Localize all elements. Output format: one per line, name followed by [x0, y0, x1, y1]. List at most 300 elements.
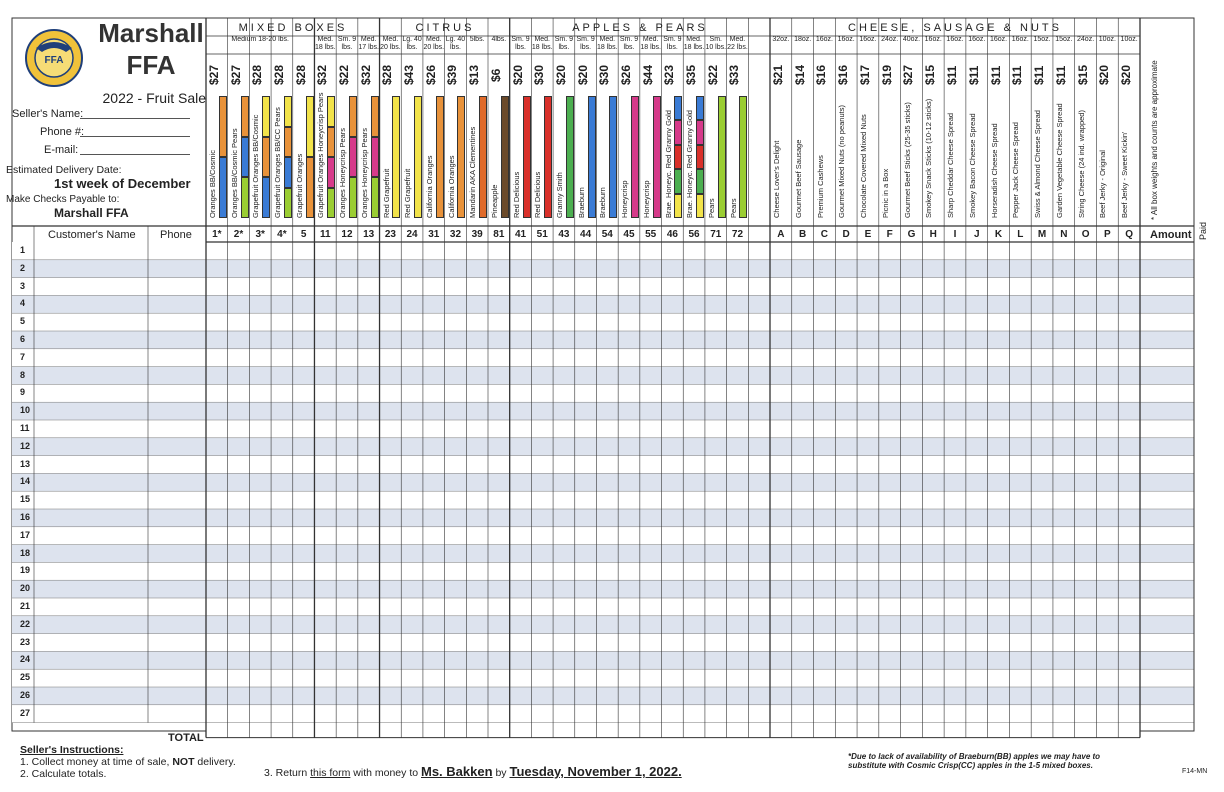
content-bar: [501, 96, 509, 218]
size-label: Med. 20 lbs.: [423, 36, 445, 51]
product-name: Grapefruit Oranges BB/CC Pears: [273, 107, 283, 218]
table-row[interactable]: [12, 545, 1194, 563]
product-name: Oranges Honeycrisp Pears: [359, 127, 369, 218]
content-bar: [457, 96, 465, 218]
size-label: 24oz.: [881, 36, 899, 43]
product-name: Red Grapefruit: [403, 168, 413, 218]
price-label: $26: [619, 64, 633, 86]
product-name: Oranges BB/Cosmic Pears: [229, 128, 239, 218]
row-number: 23: [20, 636, 31, 647]
table-row[interactable]: [12, 260, 1194, 278]
product-name: Brae. Honeyc. Red Granny Gold: [685, 110, 695, 218]
total-row[interactable]: [206, 723, 1140, 738]
table-row[interactable]: [12, 349, 1194, 367]
delivery-value: 1st week of December: [54, 176, 191, 191]
size-label: 32oz.: [772, 36, 790, 43]
row-number: 7: [20, 351, 26, 362]
content-bar: [371, 96, 379, 137]
size-label: 16oz.: [837, 36, 855, 43]
content-bar: [739, 96, 747, 218]
product-name: Pineapple: [490, 184, 499, 218]
size-label: Med. 18 lbs.: [640, 36, 661, 51]
table-row[interactable]: [12, 687, 1194, 705]
product-code: N: [1060, 229, 1068, 240]
row-number: 22: [20, 618, 31, 629]
product-name: Oranges BB/Cosmic: [208, 150, 217, 218]
price-label: $28: [271, 64, 286, 86]
price-label: $27: [228, 64, 243, 86]
size-label: Med. 18 lbs.: [596, 36, 618, 51]
price-label: $15: [1075, 64, 1090, 86]
product-name: Beef Jerky - Sweet Kickin': [1120, 131, 1130, 218]
size-label: 24oz.: [1077, 36, 1095, 43]
size-label: 10oz.: [1098, 36, 1116, 43]
content-bar: [718, 96, 726, 218]
content-bar: [349, 177, 357, 218]
table-row[interactable]: [12, 278, 1194, 296]
table-row[interactable]: [12, 473, 1194, 491]
product-code: D: [842, 229, 850, 240]
size-label: Sm. 9 lbs.: [511, 36, 530, 51]
product-name: Brae. Honeyc. Red Granny Gold: [663, 110, 673, 218]
content-bar: [392, 96, 400, 218]
content-bar: [349, 96, 357, 137]
row-number: 8: [20, 369, 26, 380]
size-label: 16oz.: [815, 36, 833, 43]
price-label: $11: [945, 65, 959, 85]
content-bar: [219, 96, 227, 157]
product-code: I: [953, 229, 957, 240]
product-name: String Cheese (24 ind. wrapped): [1076, 110, 1086, 218]
price-label: $11: [1053, 65, 1068, 85]
table-row[interactable]: [12, 438, 1194, 456]
content-bar: [414, 96, 422, 218]
product-name: Red Grapefruit: [381, 168, 391, 218]
product-name: Grapefruit Oranges BB/Cosmic: [251, 114, 261, 218]
group-header: APPLES & PEARS: [572, 22, 708, 34]
price-label: $20: [575, 64, 590, 86]
price-label: $20: [1097, 64, 1112, 86]
product-code: 81: [493, 229, 505, 240]
content-bar: [371, 137, 379, 178]
content-bar: [674, 120, 682, 144]
product-code: 13: [363, 229, 375, 240]
price-label: $30: [597, 64, 612, 86]
row-number: 24: [20, 654, 31, 665]
size-label: Med. 20 lbs.: [380, 36, 401, 51]
size-label: Med. 18 lbs.: [314, 36, 336, 51]
size-label: Sm. 9 lbs.: [576, 36, 595, 51]
price-label: $28: [250, 64, 265, 86]
product-code: 56: [688, 229, 700, 240]
content-bar: [696, 96, 704, 120]
price-label: $26: [423, 64, 438, 86]
table-row[interactable]: [12, 651, 1194, 669]
table-row[interactable]: [12, 580, 1194, 598]
price-label: $20: [553, 64, 568, 86]
product-code: M: [1037, 229, 1047, 240]
price-label: $14: [792, 64, 807, 86]
content-bar: [284, 127, 292, 158]
product-code: Q: [1125, 229, 1133, 240]
row-number: 16: [20, 512, 31, 522]
product-name: Red Delicious: [533, 171, 543, 218]
size-label: Lg. 40 lbs.: [402, 36, 422, 51]
content-bar: [349, 137, 357, 178]
product-name: Pears: [706, 198, 716, 218]
table-row[interactable]: [12, 295, 1194, 313]
table-row[interactable]: [12, 491, 1194, 509]
product-name: Pears: [728, 198, 738, 218]
content-bar: [631, 96, 639, 218]
content-bar: [262, 137, 270, 178]
row-number: 11: [20, 423, 30, 433]
product-code: H: [929, 229, 937, 240]
content-bar: [523, 96, 531, 218]
price-label: $23: [662, 64, 677, 86]
price-label: $17: [857, 64, 872, 86]
table-row[interactable]: [12, 634, 1194, 652]
product-name: Horseradish Cheese Spread: [989, 123, 999, 218]
row-number: 9: [20, 387, 26, 398]
table-row[interactable]: [12, 705, 1194, 723]
product-code: P: [1104, 229, 1111, 240]
size-label: 15oz.: [1033, 36, 1051, 43]
title-block: [6, 18, 206, 226]
price-label: $28: [293, 64, 308, 86]
content-bar: [588, 96, 596, 218]
product-code: 2*: [233, 229, 244, 240]
product-name: Mandarin AKA Clementines: [468, 126, 478, 218]
product-name: California Oranges: [424, 155, 434, 218]
content-bar: [436, 96, 444, 218]
seller-name-label: Seller's Name:: [12, 108, 84, 120]
price-label: $28: [380, 64, 395, 86]
product-name: Swiss & Almond Cheese Spread: [1033, 110, 1043, 218]
content-bar: [262, 96, 270, 137]
product-code: 43: [558, 229, 570, 240]
table-row[interactable]: [12, 367, 1194, 385]
product-name: Gourmet Beef Sticks (25-35 sticks): [902, 102, 912, 218]
product-name: Honeycrisp: [641, 180, 651, 218]
row-number: 25: [20, 672, 31, 683]
table-row[interactable]: [12, 420, 1194, 438]
product-name: Honeycrisp: [620, 180, 630, 218]
size-label: Sm. 9 lbs.: [337, 36, 357, 51]
group-header: MIXED BOXES: [238, 22, 348, 34]
product-code: 39: [471, 229, 483, 240]
content-bar: [284, 96, 292, 127]
product-code: 31: [428, 229, 440, 240]
price-label: $20: [1119, 64, 1134, 86]
price-label: $32: [315, 64, 330, 86]
table-row[interactable]: [12, 456, 1194, 474]
content-bar: [241, 96, 249, 137]
size-label: 16oz.: [946, 36, 964, 43]
email-field[interactable]: [80, 154, 190, 155]
price-label: $11: [1010, 65, 1025, 85]
price-label: $19: [879, 64, 894, 86]
product-code: 51: [536, 229, 548, 240]
product-code: G: [907, 229, 916, 240]
content-bar: [371, 177, 379, 218]
product-name: Braeburn: [576, 187, 586, 218]
product-name: Gourmet Beef Sausage: [793, 139, 803, 218]
price-label: $22: [705, 64, 720, 86]
price-label: $43: [402, 64, 417, 86]
group-header: CHEESE, SAUSAGE & NUTS: [848, 22, 1062, 34]
table-row[interactable]: [12, 384, 1194, 402]
payable-label: Make Checks Payable to:: [6, 194, 120, 205]
size-label: Med. 17 lbs.: [358, 36, 379, 51]
content-bar: [241, 177, 249, 218]
product-code: 24: [406, 229, 418, 240]
content-bar: [284, 188, 292, 219]
price-label: $11: [966, 65, 981, 85]
product-name: Smokey Snack Sticks (10-12 sticks): [924, 98, 934, 218]
product-name: California Oranges: [446, 155, 456, 218]
content-bar: [327, 188, 335, 219]
row-number: 2: [20, 262, 26, 273]
price-label: $13: [467, 64, 482, 86]
content-bar: [674, 194, 682, 218]
total-label: TOTAL: [168, 732, 204, 744]
product-code: C: [820, 229, 828, 240]
content-bar: [674, 169, 682, 193]
content-bar: [653, 96, 661, 218]
price-label: $33: [727, 64, 742, 86]
row-number: 17: [20, 529, 31, 540]
price-label: $6: [488, 68, 503, 82]
product-name: Red Delicious: [511, 171, 521, 218]
school-name: Marshall: [98, 18, 204, 48]
content-bar: [306, 96, 314, 157]
content-bar: [609, 96, 617, 218]
row-number: 21: [20, 601, 31, 611]
size-label: 40oz.: [902, 36, 921, 43]
content-bar: [327, 157, 335, 188]
size-label: 15oz.: [1055, 36, 1073, 43]
product-code: 55: [645, 229, 657, 240]
amount-header: Amount: [1150, 229, 1192, 241]
content-bar: [566, 96, 574, 218]
content-bar: [696, 120, 704, 144]
size-label: Sm. 9 lbs.: [663, 36, 682, 51]
content-bar: [241, 137, 249, 178]
row-number: 1: [20, 245, 26, 255]
product-name: Granny Smith: [555, 172, 565, 218]
product-name: Premium Cashews: [815, 155, 825, 218]
form-code: F14-MN: [1182, 768, 1208, 775]
delivery-label: Estimated Delivery Date:: [6, 164, 122, 176]
product-code: B: [799, 229, 807, 240]
product-code: O: [1081, 229, 1090, 240]
size-label: 16oz.: [968, 36, 986, 43]
sale-title: 2022 - Fruit Sale: [102, 90, 206, 106]
content-bar: [696, 169, 704, 193]
size-label: 18oz.: [794, 36, 812, 43]
product-name: Beef Jerky - Original: [1098, 150, 1108, 218]
content-bar: [479, 96, 487, 218]
price-label: $30: [532, 64, 547, 86]
product-code: 4*: [277, 229, 287, 240]
size-label: Sm. 9 lbs.: [554, 36, 574, 51]
svg-text:FFA: FFA: [44, 55, 64, 66]
row-number: 26: [20, 690, 31, 700]
product-name: Braeburn: [598, 187, 608, 218]
row-number: 18: [20, 547, 31, 558]
product-code: 23: [384, 229, 396, 240]
product-code: 71: [710, 229, 722, 240]
price-label: $21: [770, 64, 785, 86]
school-org: FFA: [126, 50, 176, 80]
product-name: Oranges Honeycrisp Pears: [338, 127, 348, 218]
price-label: $16: [814, 64, 829, 86]
content-bar: [327, 127, 335, 158]
product-name: Chocolate Covered Mixed Nuts: [859, 114, 869, 218]
table-row[interactable]: [12, 669, 1194, 687]
row-number: 4: [20, 298, 26, 309]
product-name: Cheese Lover's Delight: [772, 140, 781, 218]
content-bar: [327, 96, 335, 127]
product-code: 32: [449, 229, 462, 240]
table-row[interactable]: [12, 527, 1194, 545]
price-label: $35: [684, 64, 699, 86]
product-code: 46: [666, 229, 678, 240]
product-code: 1*: [212, 229, 222, 240]
product-name: Picnic in a Box: [880, 168, 890, 218]
price-label: $27: [206, 64, 221, 86]
row-number: 20: [20, 583, 31, 594]
size-label: 16oz.: [924, 36, 942, 43]
size-label: 4lbs.: [491, 36, 507, 43]
table-row[interactable]: [12, 598, 1194, 616]
content-bar: [219, 157, 227, 218]
table-row[interactable]: [12, 242, 1194, 260]
content-bar: [306, 157, 314, 218]
size-label: Medium 18-20 lbs.: [231, 36, 290, 43]
product-code: 54: [601, 229, 613, 240]
row-number: 3: [20, 280, 26, 291]
price-label: $27: [901, 64, 916, 86]
instructions-title: Seller's Instructions:: [20, 744, 124, 756]
size-label: Sm. 10 lbs.: [705, 36, 727, 51]
size-label: Med. 22 lbs.: [727, 36, 748, 51]
table-row[interactable]: [12, 562, 1194, 580]
product-name: Pepper Jack Cheese Spread: [1011, 122, 1021, 218]
size-label: Sm. 9 lbs.: [619, 36, 639, 51]
product-code: L: [1017, 229, 1024, 240]
table-row[interactable]: [12, 331, 1194, 349]
availability-note: *Due to lack of availability of Braeburn(BB) apples we may have to substitute with Cosmic Crisp(CC) apples in the 1-5 mixed boxes.: [848, 752, 1101, 770]
content-bar: [674, 145, 682, 169]
size-label: 5lbs.: [469, 36, 485, 43]
phone-field[interactable]: [80, 136, 190, 137]
product-name: Smokey Bacon Cheese Spread: [967, 113, 977, 218]
row-number: 5: [20, 316, 26, 327]
product-code: 5: [300, 229, 307, 240]
size-label: 16oz.: [1011, 36, 1029, 43]
price-label: $32: [358, 64, 373, 86]
price-label: $16: [836, 64, 851, 86]
row-number: 27: [20, 707, 31, 718]
product-code: 72: [731, 229, 744, 240]
price-label: $15: [923, 64, 938, 86]
content-bar: [544, 96, 552, 218]
product-code: 12: [341, 229, 353, 240]
price-label: $44: [640, 64, 655, 86]
phone-header: Phone: [160, 229, 192, 241]
approx-note: * All box weights and counts are approximate: [1150, 60, 1159, 220]
product-code: A: [777, 229, 785, 240]
row-number: 14: [20, 476, 31, 487]
table-row[interactable]: [12, 616, 1194, 634]
size-label: 10oz.: [1120, 36, 1138, 43]
row-number: 12: [20, 440, 31, 451]
row-number: 6: [20, 334, 26, 344]
product-code: F: [886, 229, 893, 240]
row-number: 19: [20, 565, 31, 576]
row-number: 13: [20, 458, 31, 469]
phone-label: Phone #:: [40, 126, 85, 138]
paid-header: Paid: [1198, 221, 1208, 240]
price-label: $20: [510, 64, 525, 86]
instruction-step-1: 1. Collect money at time of sale, NOT delivery.: [20, 756, 236, 768]
content-bar: [696, 145, 704, 169]
size-label: 16oz.: [859, 36, 877, 43]
ffa-emblem-icon: [24, 28, 84, 88]
content-bar: [284, 157, 292, 188]
content-bar: [674, 96, 682, 120]
product-code: J: [973, 229, 980, 240]
product-code: E: [864, 229, 872, 240]
product-code: 45: [623, 229, 635, 240]
size-label: 16oz.: [989, 36, 1008, 43]
content-bar: [696, 194, 704, 218]
product-code: K: [994, 229, 1003, 240]
product-name: Garden Vegetable Cheese Spread: [1054, 103, 1064, 218]
payable-value: Marshall FFA: [54, 206, 129, 220]
table-row[interactable]: [12, 402, 1194, 420]
row-number: 10: [20, 405, 31, 416]
price-label: $11: [988, 65, 1003, 85]
price-label: $11: [1032, 65, 1047, 85]
instruction-step-3: 3. Return this form with money to Ms. Bakken by Tuesday, November 1, 2022.: [264, 764, 682, 779]
product-code: 41: [514, 229, 527, 240]
size-label: Med. 18 lbs.: [683, 36, 705, 51]
size-label: Med. 18 lbs.: [531, 36, 553, 51]
table-row[interactable]: [12, 313, 1194, 331]
product-name: Gourmet Mixed Nuts (no peanuts): [837, 105, 847, 218]
row-number: 15: [20, 494, 31, 505]
price-label: $22: [337, 64, 351, 86]
product-code: 44: [580, 229, 592, 240]
table-row[interactable]: [12, 509, 1194, 527]
instruction-step-2: 2. Calculate totals.: [20, 768, 107, 780]
email-label: E-mail:: [44, 144, 79, 156]
group-header: CITRUS: [415, 22, 475, 34]
price-label: $39: [445, 64, 460, 86]
product-code: 3*: [255, 229, 265, 240]
product-code: 11: [320, 229, 331, 240]
customer-name-header: Customer's Name: [48, 229, 136, 241]
size-label: Lg. 40 lbs.: [445, 36, 466, 51]
product-name: Grapefruit Oranges Honeycrisp Pears: [316, 92, 326, 218]
product-name: Grapefruit Oranges: [294, 153, 304, 218]
content-bar: [262, 177, 270, 218]
product-name: Sharp Cheddar Cheese Spread: [946, 112, 956, 218]
seller-name-field[interactable]: [80, 118, 190, 119]
